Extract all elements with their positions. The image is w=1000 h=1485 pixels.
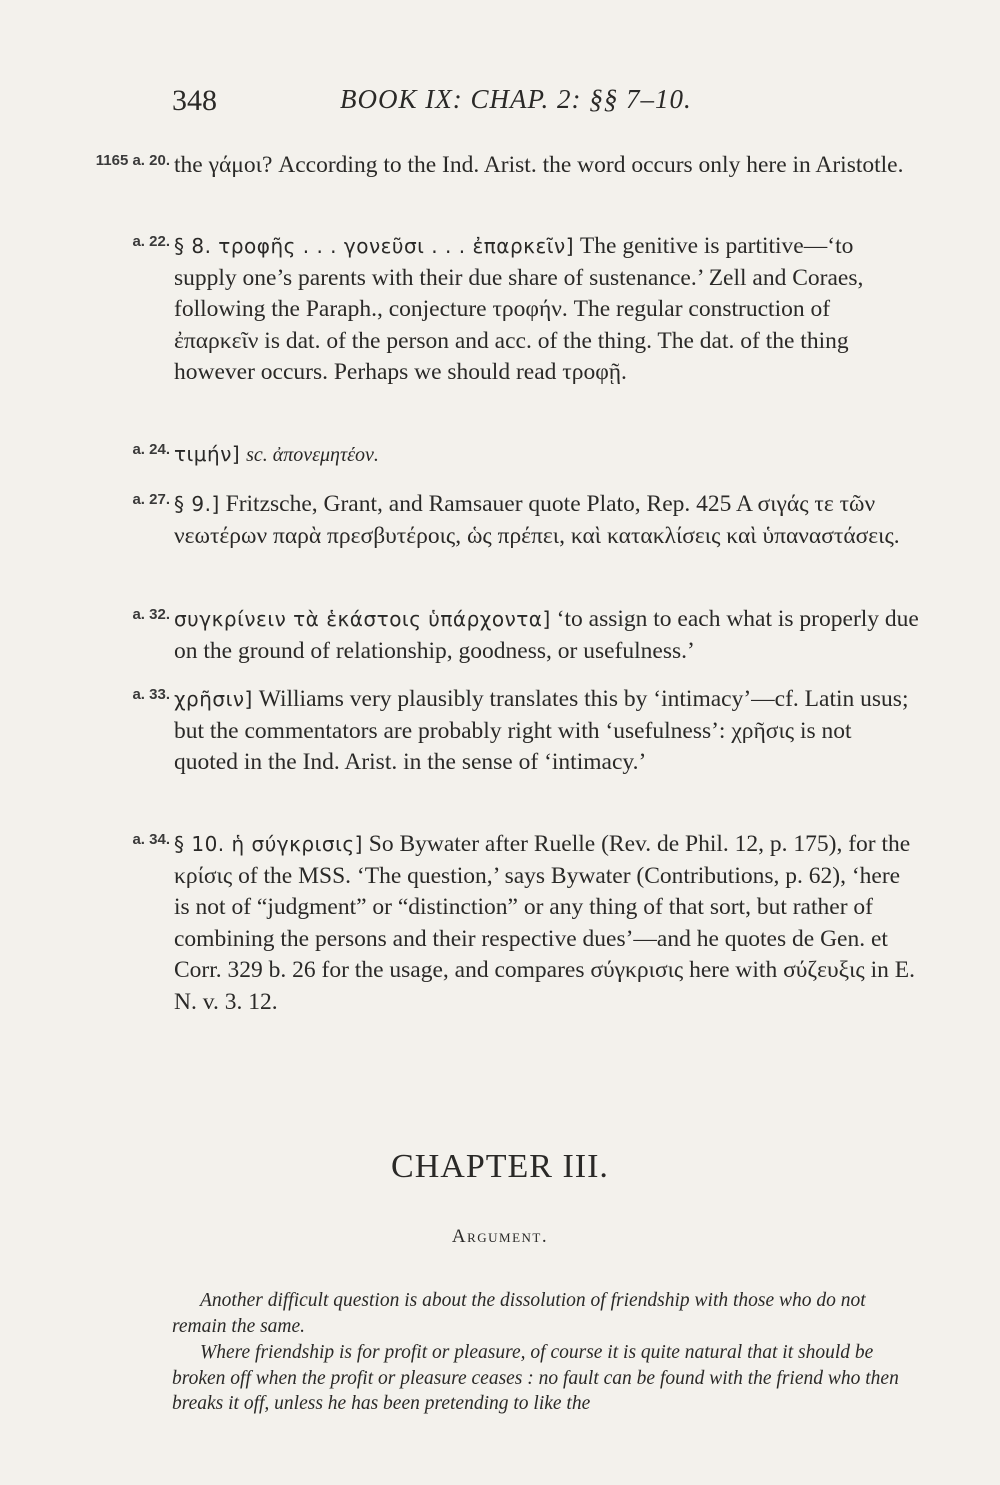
note-a24 bbox=[60, 439, 920, 472]
note-body bbox=[174, 489, 920, 552]
argument-paragraph: Another difficult question is about the dissolution of friendship with those who do not remain the same. bbox=[172, 1290, 866, 1337]
note-ref: a. 24. bbox=[132, 441, 170, 458]
note-text: So Bywater after Ruelle (Rev. de Phil. 12, p. 175), for the κρίσις of the MSS. ‘The question,’ says Bywater (Contributions, p. 62), ‘here is not of “judgment” or “distinction” or any thing of that sort, but rather of combining the persons and their respective dues’—and he quotes de Gen. et Corr. 329 b. 26 for the usage, and compares σύγκρισις here with σύζευξις in E. N. v. 3. 12. bbox=[174, 831, 915, 1015]
note-lemma: τιμήν] bbox=[174, 442, 241, 466]
note-lemma: § 9.] bbox=[174, 492, 220, 516]
note-text: Williams very plausibly translates this by ‘intimacy’—cf. Latin usus; but the commentators are probably right with ‘usefulness’: χρῆσις is not quoted in the Ind. Arist. in the sense of ‘intimacy.’ bbox=[174, 686, 909, 775]
note-body bbox=[174, 439, 920, 472]
running-head: BOOK IX: CHAP. 2: §§ 7–10. bbox=[340, 84, 692, 114]
argument-heading: Argument. bbox=[451, 1226, 549, 1247]
note-a33 bbox=[60, 684, 920, 779]
note-a32 bbox=[60, 604, 920, 667]
note-text: The genitive is partitive—‘to supply one’s parents with their due share of sustenance.’ Zell and Coraes, following the Paraph., conjecture τροφήν. The regular construction of ἐπαρκεῖν is dat. of the person and acc. of the thing. The dat. of the thing however occurs. Perhaps we should read τροφῇ. bbox=[174, 233, 864, 385]
page-number: 348 bbox=[172, 84, 217, 117]
note-body bbox=[174, 684, 920, 779]
note-body bbox=[174, 231, 920, 389]
note-lemma: συγκρίνειν τὰ ἑκάστοις ὑπάρχοντα] bbox=[174, 607, 551, 631]
argument-text bbox=[172, 1288, 920, 1418]
note-ref: a. 32. bbox=[132, 606, 170, 623]
note-ref: 1165 a. 20. bbox=[95, 152, 170, 169]
chapter-title: CHAPTER III. bbox=[391, 1148, 609, 1185]
note-a22 bbox=[60, 231, 920, 389]
note-text: Fritzsche, Grant, and Ramsauer quote Plato, Rep. 425 A σιγάς τε τῶν νεωτέρων παρὰ πρεσβυτέροις, ὡς πρέπει, καὶ κατακλίσεις καὶ ὑπαναστάσεις. bbox=[174, 491, 900, 549]
page-header bbox=[172, 84, 732, 124]
note-text: ‘to assign to each what is properly due on the ground of relationship, goodness, or usefulness.’ bbox=[174, 606, 919, 664]
note-lemma: § 10. ἡ σύγκρισις] bbox=[174, 832, 363, 856]
note-body bbox=[174, 604, 920, 667]
note-1165a20 bbox=[60, 150, 920, 182]
note-text: the γάμοι? According to the Ind. Arist. the word occurs only here in Aristotle. bbox=[174, 152, 904, 178]
note-ref: a. 22. bbox=[132, 233, 170, 250]
note-a27 bbox=[60, 489, 920, 552]
note-lemma: χρῆσιν] bbox=[174, 687, 253, 711]
argument-paragraph: Where friendship is for profit or pleasure, of course it is quite natural that it should be broken off when the profit or pleasure ceases : no fault can be found with the friend who then breaks it off, unless he has been pretending to like the bbox=[172, 1342, 899, 1414]
note-ref: a. 27. bbox=[132, 491, 170, 508]
note-ref: a. 34. bbox=[132, 831, 170, 848]
note-ref: a. 33. bbox=[132, 686, 170, 703]
note-a34 bbox=[60, 829, 920, 1018]
note-body bbox=[174, 829, 920, 1018]
note-text: sc. ἀπονεμητέον. bbox=[246, 444, 379, 466]
note-lemma: § 8. τροφῆς . . . γονεῦσι . . . ἐπαρκεῖν] bbox=[174, 234, 575, 258]
